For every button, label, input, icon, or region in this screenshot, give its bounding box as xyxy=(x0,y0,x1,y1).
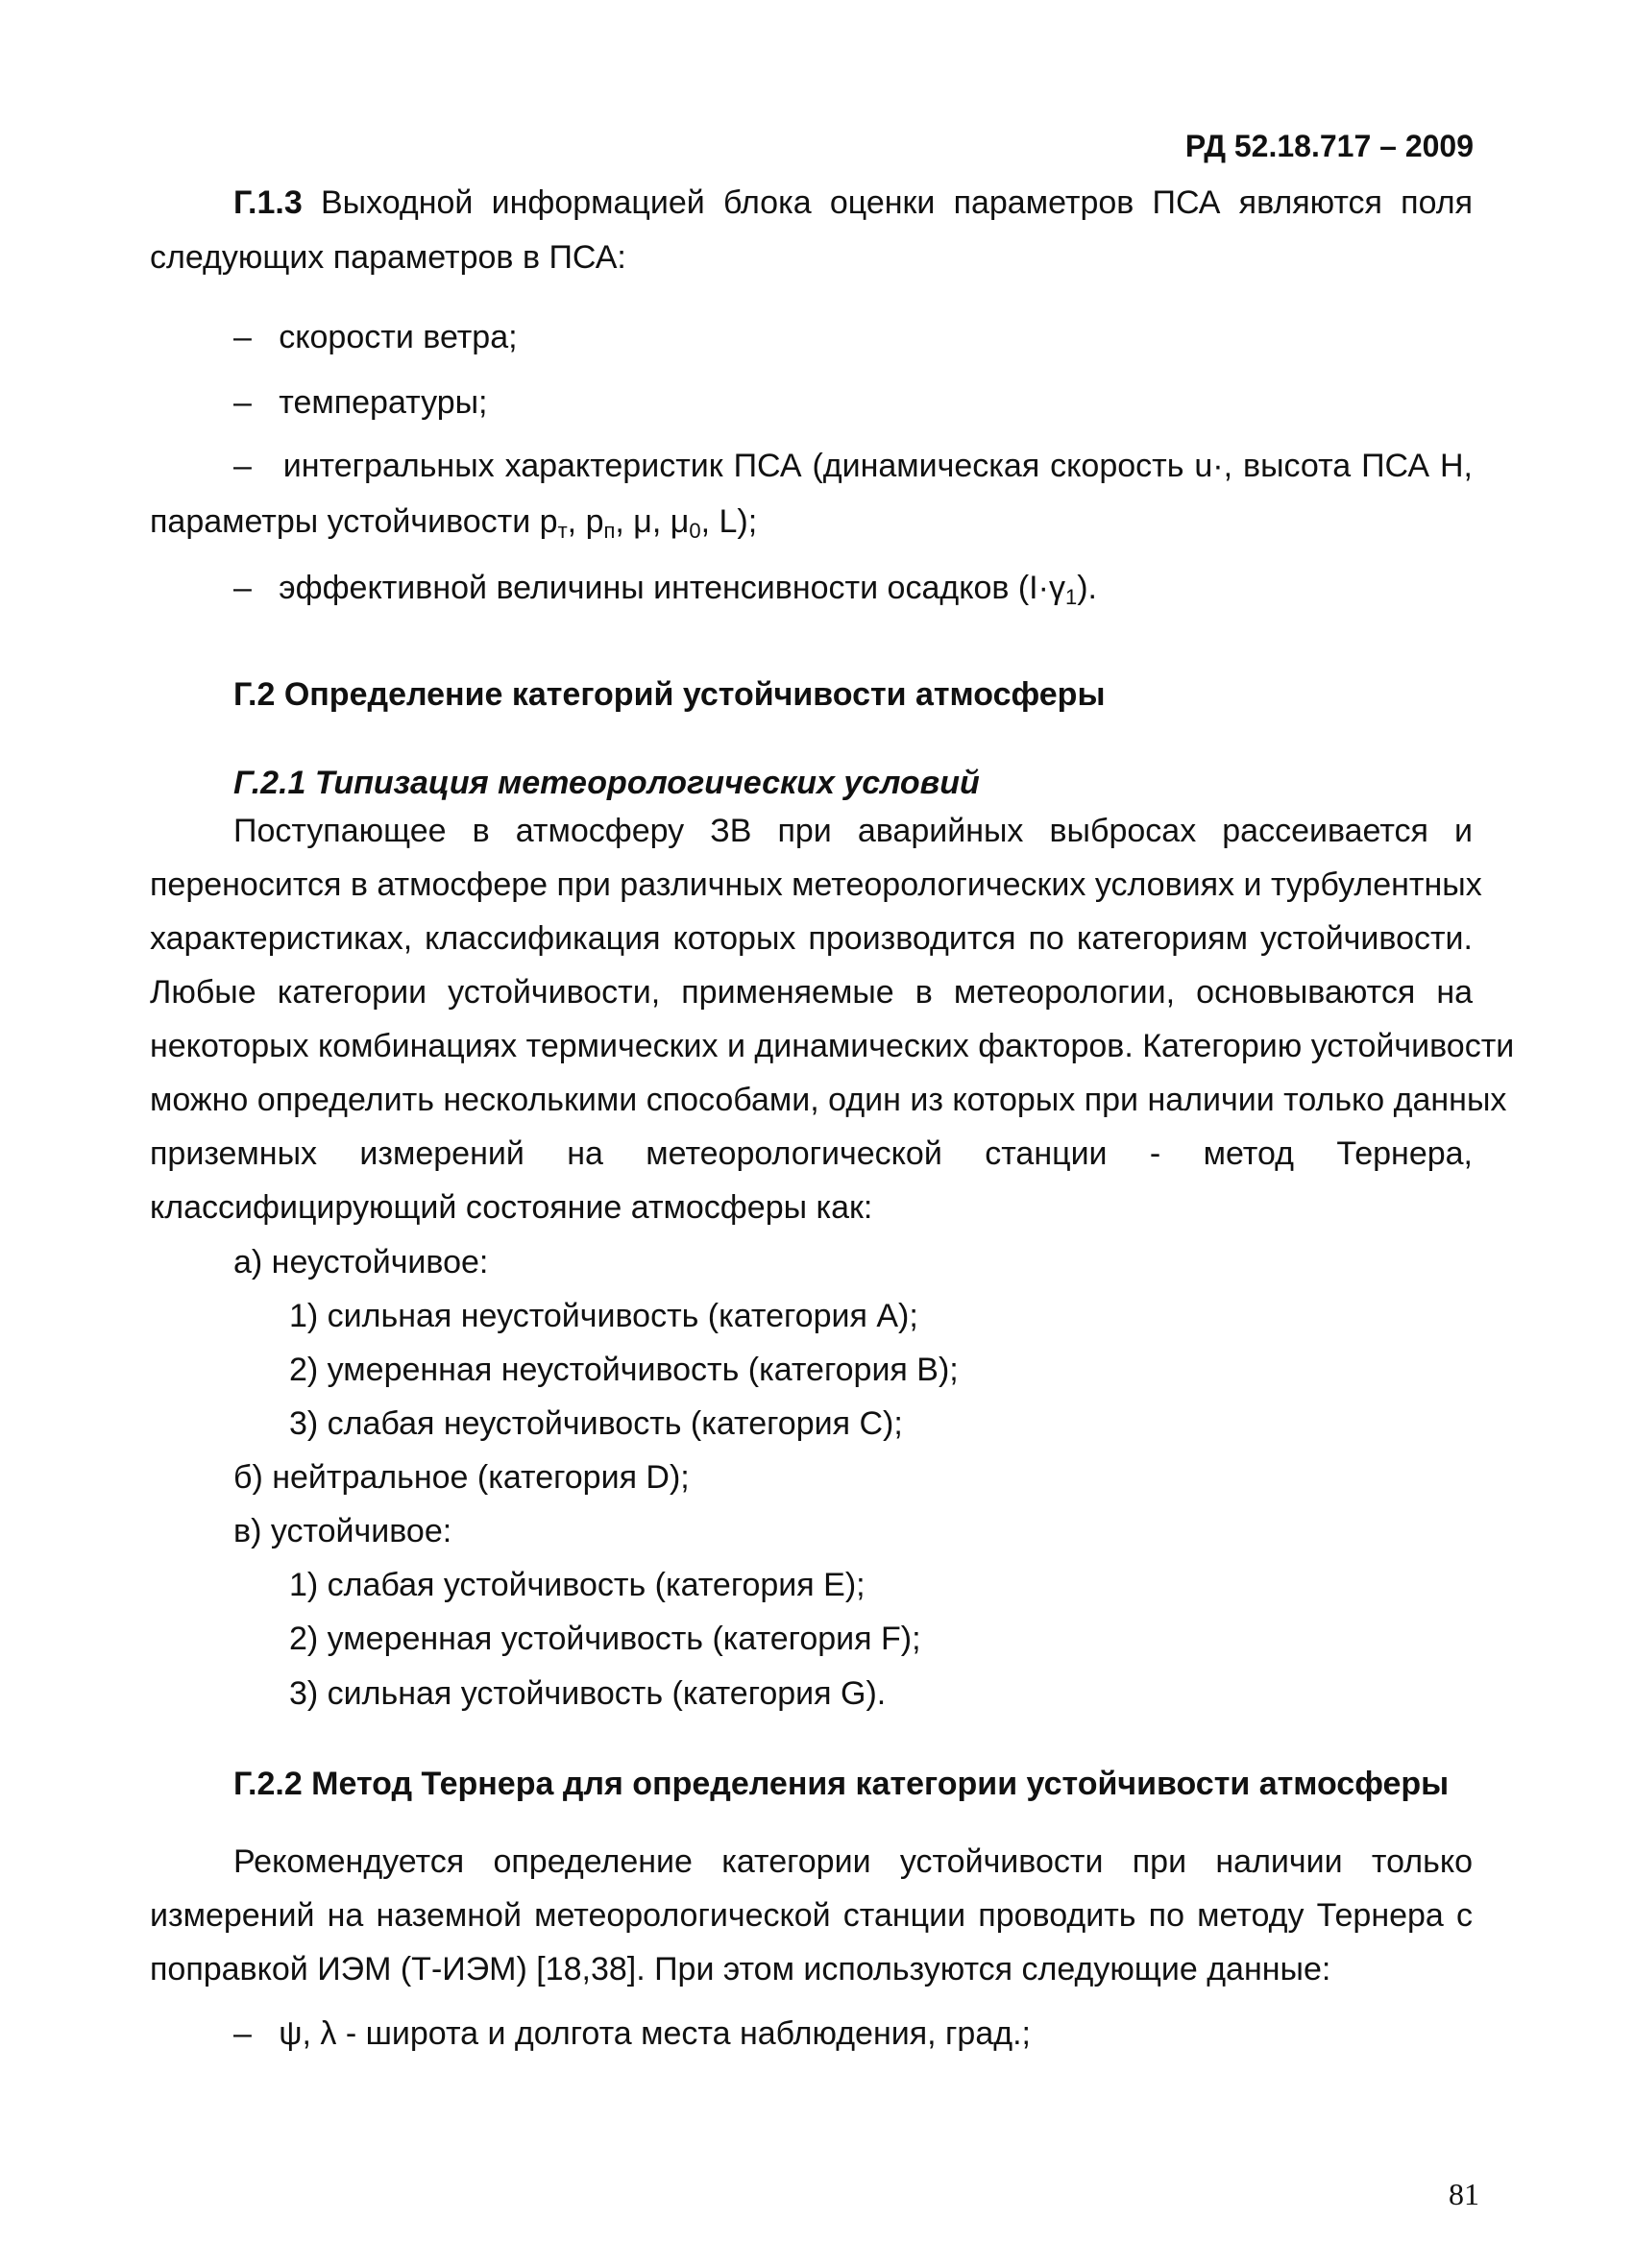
g21-para-line: переносится в атмосфере при различных метеорологических условиях и турбулентных xyxy=(150,866,1482,903)
g13-item-3-line-2: параметры устойчивости $p_т$, $p_п$, μ, $\mu_0$, L); xyxy=(150,503,758,543)
dash-bullet: – xyxy=(233,570,252,606)
g22-para-line: Рекомендуется определение категории устойчивости при наличии только xyxy=(233,1843,1473,1880)
dash-bullet: – xyxy=(233,384,252,421)
g21-para-line: некоторых комбинациях термических и динамических факторов. Категорию устойчивости xyxy=(150,1028,1515,1064)
g21-para-line: Поступающее в атмосферу ЗВ при аварийных выбросах рассеивается и xyxy=(233,813,1473,849)
g22-heading: Г.2.2 Метод Тернера для определения категории устойчивости атмосферы xyxy=(233,1766,1450,1802)
g21-para-line: Любые категории устойчивости, применяемые в метеорологии, основываются на xyxy=(150,974,1473,1011)
list-item: 3) слабая неустойчивость (категория C); xyxy=(289,1405,903,1442)
list-item: 1) сильная неустойчивость (категория A); xyxy=(289,1298,918,1334)
g13-item-2-text: температуры; xyxy=(279,384,488,421)
g13-item-2 xyxy=(233,383,488,422)
g13-paragraph-line-1 xyxy=(233,183,1473,222)
g2-heading: Г.2 Определение категорий устойчивости атмосферы xyxy=(233,676,1106,713)
dash-bullet: – xyxy=(233,448,252,484)
list-item: 3) сильная устойчивость (категория G). xyxy=(289,1675,887,1712)
g13-item-3-line-1 xyxy=(233,447,1473,485)
list-item: а) неустойчивое: xyxy=(233,1244,489,1280)
document-code-header: РД 52.18.717 – 2009 xyxy=(1184,129,1474,163)
g13-text-line-1: Выходной информацией блока оценки параметров ПСА являются поля xyxy=(302,184,1473,221)
list-item: в) устойчивое: xyxy=(233,1513,452,1549)
g13-item-1-text: скорости ветра; xyxy=(279,319,518,355)
g22-para-line: измерений на наземной метеорологической станции проводить по методу Тернера с xyxy=(150,1897,1473,1934)
list-item: б) нейтральное (категория D); xyxy=(233,1459,690,1496)
list-item: 1) слабая устойчивость (категория E); xyxy=(289,1567,866,1603)
g21-para-line: приземных измерений на метеорологической станции - метод Тернера, xyxy=(150,1135,1473,1172)
dash-bullet: – xyxy=(233,2015,252,2052)
g22-item-1-text: ψ, λ - широта и долгота места наблюдения, град.; xyxy=(279,2015,1031,2052)
list-item: 2) умеренная неустойчивость (категория B); xyxy=(289,1352,959,1388)
dash-bullet: – xyxy=(233,319,252,355)
g22-para-line: поправкой ИЭМ (Т-ИЭМ) [18,38]. При этом используются следующие данные: xyxy=(150,1951,1331,1988)
g13-item-4: – эффективной величины интенсивности осадков $(I\cdot\gamma_1)$. xyxy=(233,570,1097,609)
g22-item-1 xyxy=(233,2014,1031,2053)
g13-item-3-text: интегральных характеристик ПСА (динамическая скорость u·, высота ПСА H, xyxy=(282,448,1473,484)
g13-item-1 xyxy=(233,318,518,356)
g21-para-line: классифицирующий состояние атмосферы как: xyxy=(150,1189,873,1226)
g21-heading: Г.2.1 Типизация метеорологических условий xyxy=(233,765,980,801)
page-number: 81 xyxy=(1449,2177,1479,2211)
g13-number: Г.1.3 xyxy=(233,184,303,221)
list-item: 2) умеренная устойчивость (категория F); xyxy=(289,1621,921,1657)
g13-text-line-2: следующих параметров в ПСА: xyxy=(150,239,626,276)
g21-para-line: характеристиках, классификация которых производится по категориям устойчивости. xyxy=(150,920,1473,957)
g21-para-line: можно определить несколькими способами, один из которых при наличии только данных xyxy=(150,1082,1507,1118)
